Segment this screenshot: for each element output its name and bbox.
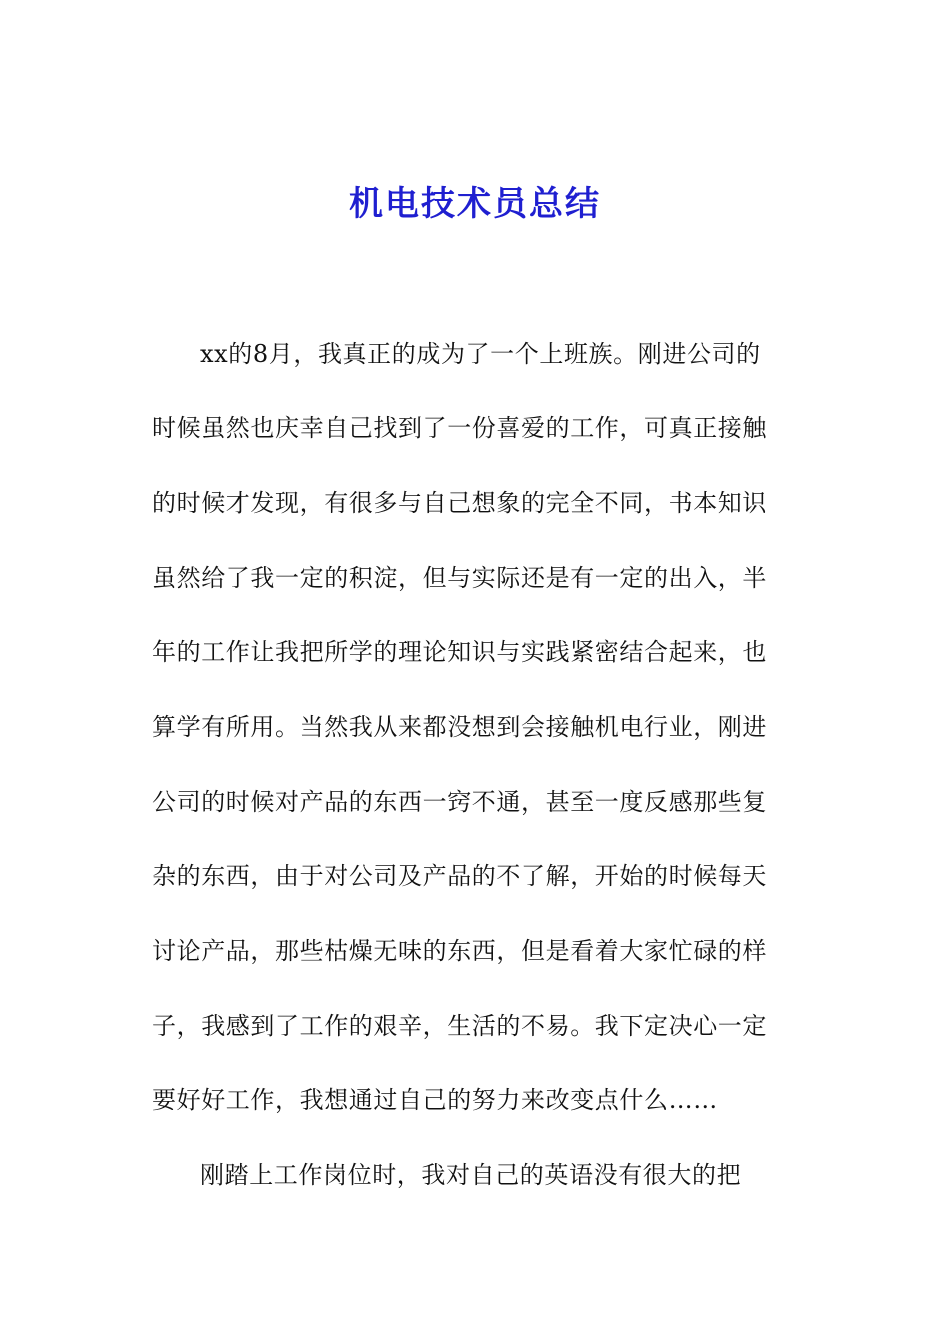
paragraph-line: 讨论产品，那些枯燥无味的东西，但是看着大家忙碌的样 xyxy=(152,937,767,965)
paragraph-line: 时候虽然也庆幸自己找到了一份喜爱的工作，可真正接触 xyxy=(152,414,767,442)
paragraph-line: 算学有所用。当然我从来都没想到会接触机电行业，刚进 xyxy=(152,713,767,741)
paragraph-line: xx的8月，我真正的成为了一个上班族。刚进公司的 xyxy=(200,340,761,368)
paragraph-line: 的时候才发现，有很多与自己想象的完全不同，书本知识 xyxy=(152,489,767,517)
paragraph-line: 刚踏上工作岗位时，我对自己的英语没有很大的把 xyxy=(200,1161,742,1189)
paragraph-line: 虽然给了我一定的积淀，但与实际还是有一定的出入，半 xyxy=(152,564,767,592)
paragraph-line: 子，我感到了工作的艰辛，生活的不易。我下定决心一定 xyxy=(152,1012,767,1040)
paragraph-line: 杂的东西，由于对公司及产品的不了解，开始的时候每天 xyxy=(152,862,767,890)
document-title: 机电技术员总结 xyxy=(349,184,601,224)
paragraph-line: 要好好工作，我想通过自己的努力来改变点什么…… xyxy=(152,1086,718,1114)
paragraph-line: 公司的时候对产品的东西一窍不通，甚至一度反感那些复 xyxy=(152,788,767,816)
paragraph-line: 年的工作让我把所学的理论知识与实践紧密结合起来，也 xyxy=(152,638,767,666)
